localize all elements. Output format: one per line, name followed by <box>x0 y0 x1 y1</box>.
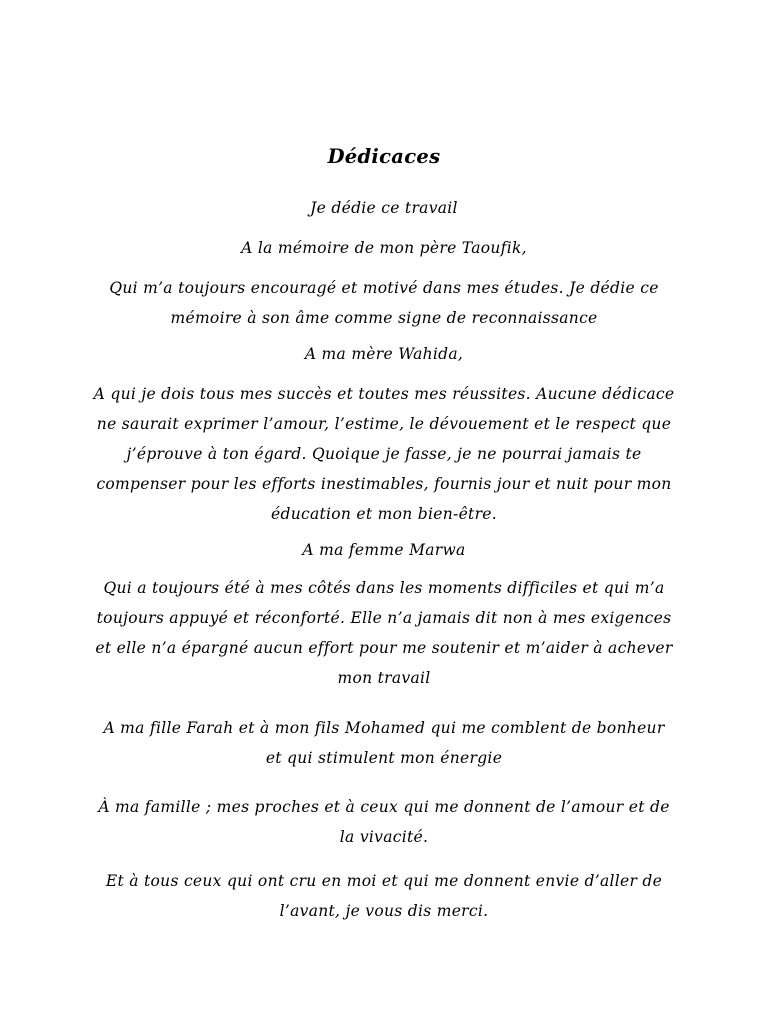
paragraph-line: l’avant, je vous dis merci. <box>279 902 489 920</box>
page-title: Dédicaces <box>327 145 441 168</box>
dedication-paragraph <box>84 193 684 223</box>
paragraph-line: toujours appuyé et réconforté. Elle n’a jamais dit non à mes exigences <box>96 609 672 627</box>
dedication-paragraph <box>84 866 684 926</box>
paragraph-line: A ma fille Farah et à mon fils Mohamed qui me comblent de bonheur <box>103 719 665 737</box>
dedication-paragraph <box>84 233 684 263</box>
paragraph-line: Je dédie ce travail <box>310 199 458 217</box>
dedication-paragraph <box>84 273 684 333</box>
paragraph-line: Qui m’a toujours encouragé et motivé dans mes études. Je dédie ce <box>109 279 659 297</box>
dedication-paragraph <box>84 713 684 773</box>
paragraph-line: compenser pour les efforts inestimables, fournis jour et nuit pour mon <box>96 475 672 493</box>
paragraph-line: ne saurait exprimer l’amour, l’estime, le dévouement et le respect que <box>96 415 672 433</box>
paragraph-line: A ma mère Wahida, <box>304 345 464 363</box>
paragraph-line: A qui je dois tous mes succès et toutes mes réussites. Aucune dédicace <box>93 385 675 403</box>
paragraph-line: Qui a toujours été à mes côtés dans les moments difficiles et qui m’a <box>103 579 665 597</box>
paragraph-line: mémoire à son âme comme signe de reconnaissance <box>170 309 598 327</box>
paragraph-line: et elle n’a épargné aucun effort pour me soutenir et m’aider à achever <box>95 639 673 657</box>
paragraph-line: et qui stimulent mon énergie <box>265 749 503 767</box>
paragraph-line: mon travail <box>337 669 431 687</box>
dedication-paragraph <box>84 535 684 565</box>
dedication-paragraph <box>84 792 684 852</box>
paragraph-line: éducation et mon bien-être. <box>271 505 497 523</box>
paragraph-line: A la mémoire de mon père Taoufik, <box>241 239 527 257</box>
dedication-paragraph <box>84 339 684 369</box>
dedication-paragraph <box>84 573 684 693</box>
paragraph-line: Et à tous ceux qui ont cru en moi et qui me donnent envie d’aller de <box>105 872 663 890</box>
paragraph-line: j’éprouve à ton égard. Quoique je fasse, je ne pourrai jamais te <box>126 445 642 463</box>
paragraph-line: A ma femme Marwa <box>302 541 466 559</box>
paragraph-line: la vivacité. <box>339 828 429 846</box>
paragraph-line: À ma famille ; mes proches et à ceux qui me donnent de l’amour et de <box>98 798 670 816</box>
dedication-paragraph <box>84 379 684 529</box>
